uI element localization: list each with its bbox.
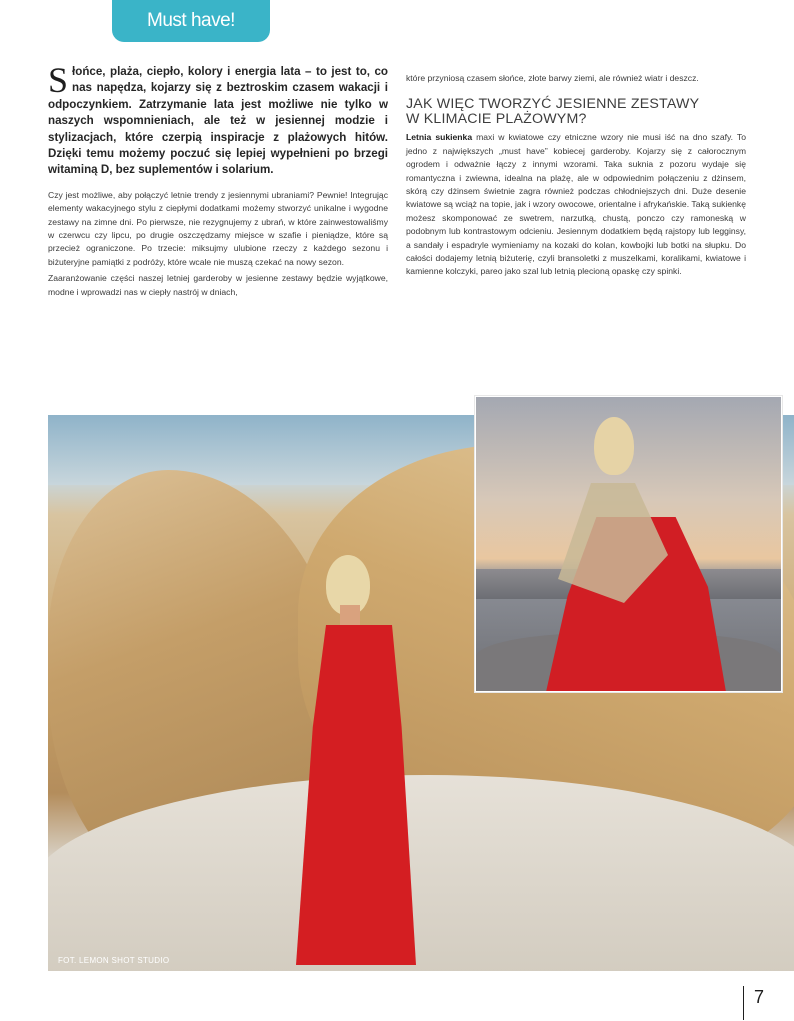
lead-paragraph	[48, 60, 388, 179]
body-paragraph: Zaaranżowanie części naszej letniej garderoby w jesienne zestawy będzie wyjątkowe, modne i wprowadzi nas w ciepły nastrój w dniach,	[48, 273, 388, 297]
bold-lead-in: Letnia sukienka	[406, 132, 473, 143]
body-paragraph	[406, 131, 746, 278]
heading-line: W KLIMACIE PLAŻOWYM?	[406, 111, 587, 128]
section-tab-label: Must have!	[147, 10, 235, 31]
paragraph-text: maxi w kwiatowe czy etniczne wzory nie musi iść na dno szafy. To jedno z największych „must have” kobiecej garderoby. Kojarzy się z całorocznym ogrodem i odważnie łączy z innymi wzorami. Taka suknia z pozoru wydaje się romantyczna i zwiewna, idealna na plażę, ale w odpowiednim połączeniu z dżinsem, skórą czy dżinsem świetnie zagra również podczas chłodniejszych dni. Duże desenie kwiatowe są wciąż na topie, jak i wzory owocowe, orientalne i afrykańskie. Taką sukienkę możesz skomponować ze swetrem, narzutką, chustą, ponczo czy ramoneską w podobnym lub kontrastowym odcieniu. Jesiennym dodatkiem będą rajstopy lub legginsy, a sandały i espadryle wymieniamy na kozaki do kolan, kowbojki lub botki na słupku. Do całości dodajemy letnią biżuterię, czyli bransoletki z muszelkami, koralikami, kwiatowe i kamienne kolczyki, pareo jako szal lub letnią plecioną opaskę czy spinki.	[406, 132, 746, 277]
model-head	[594, 417, 634, 475]
drop-cap: S	[48, 60, 69, 100]
body-paragraph: które przyniosą czasem słońce, złote barwy ziemi, ale również wiatr i deszcz.	[406, 73, 699, 83]
heading-line: JAK WIĘC TWORZYĆ JESIENNE ZESTAWY	[406, 96, 700, 113]
right-column	[406, 72, 746, 279]
section-tab	[112, 0, 270, 42]
body-paragraph: Czy jest możliwe, aby połączyć letnie trendy z jesiennymi ubraniami? Pewnie! Integrując elementy wakacyjnego stylu z ciepłymi dodatkami możemy stworzyć unikalne i wygodne zestawy na zimne dni. Po pierwsze, nie rezygnujemy z ubrań, w które zainwestowaliśmy w czerwcu czy lipcu, po drugie oszczędzamy miejsce w szafie i pieniądze, które są przecież ograniczone. Po trzecie: miksujmy ulubione rzeczy z każdego sezonu i biżuteryjne pamiątki z podróży, które wcale nie muszą czekać na nowy sezon.	[48, 189, 388, 267]
lead-text: łońce, plaża, ciepło, kolory i energia lata – to jest to, co nas napędza, kojarzy się z beztroskim czasem wakacji i odpoczynkiem. Zatrzymanie lata jest możliwe nie tylko w naszych wspomnieniach, ale też w jesiennej modzie i stylizacjach, które czerpią inspiracje z plażowych hitów. Dzięki temu możemy poczuć się lepiej wypełnieni po brzegi witaminą D, bez suplementów i solarium.	[48, 65, 388, 177]
left-column	[48, 60, 388, 299]
section-heading	[406, 97, 746, 127]
inset-photo	[475, 396, 782, 692]
page-number: 7	[743, 986, 764, 1020]
photo-credit: FOT. LEMON SHOT STUDIO	[58, 956, 170, 965]
model-figure	[256, 515, 456, 971]
red-dress	[296, 625, 416, 965]
